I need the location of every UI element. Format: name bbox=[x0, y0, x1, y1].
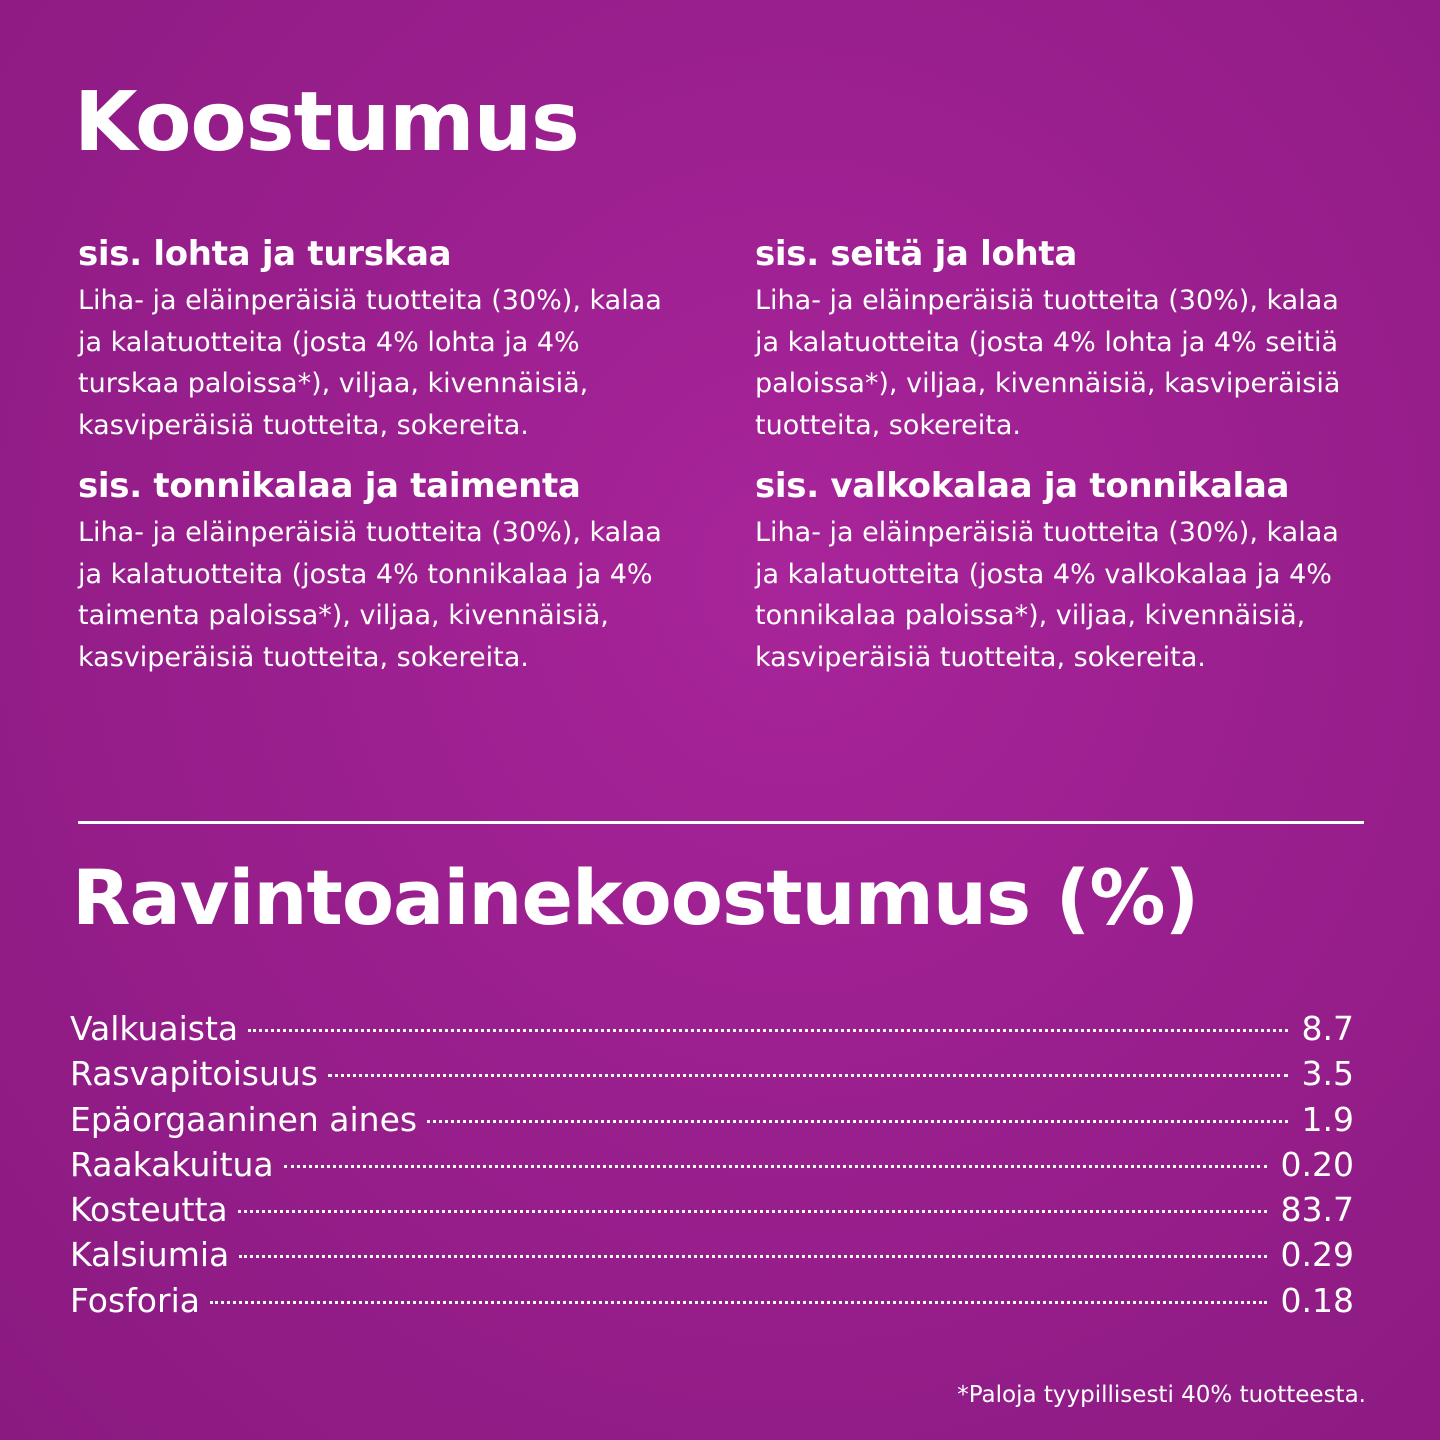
dot-leader bbox=[238, 1210, 1267, 1213]
nutrient-value: 83.7 bbox=[1280, 1190, 1354, 1230]
nutrient-name: Epäorgaaninen aines bbox=[70, 1099, 418, 1139]
nutrient-value: 0.20 bbox=[1280, 1144, 1354, 1184]
dot-leader bbox=[210, 1301, 1267, 1304]
variant-ingredients: Liha- ja eläinperäisiä tuotteita (30%), kalaa ja kalatuotteita (josta 4% valkokalaa ja 4% tonnikalaa paloissa*), viljaa, kivennäisiä, kasviperäisiä tuotteita, sokereita. bbox=[755, 517, 1339, 673]
variant-heading: sis. tonnikalaa ja taimenta bbox=[78, 466, 581, 506]
variant-heading: sis. seitä ja lohta bbox=[755, 234, 1078, 274]
nutrition-title: Ravintoainekoostumus (%) bbox=[72, 853, 1199, 942]
nutrient-name: Raakakuitua bbox=[70, 1144, 274, 1184]
dot-leader bbox=[328, 1074, 1288, 1077]
nutrient-row bbox=[70, 1142, 1354, 1187]
nutrient-value: 0.18 bbox=[1280, 1280, 1354, 1320]
nutrient-row bbox=[70, 1187, 1354, 1232]
composition-title: Koostumus bbox=[74, 75, 579, 170]
nutrient-row bbox=[70, 1051, 1354, 1096]
variant-heading: sis. valkokalaa ja tonnikalaa bbox=[755, 466, 1290, 506]
variant-ingredients: Liha- ja eläinperäisiä tuotteita (30%), kalaa ja kalatuotteita (josta 4% tonnikalaa ja 4% taimenta paloissa*), viljaa, kivennäisiä, kasviperäisiä tuotteita, sokereita. bbox=[78, 517, 662, 673]
nutrient-value: 3.5 bbox=[1301, 1054, 1354, 1094]
nutrient-row bbox=[70, 1232, 1354, 1277]
footnote: *Paloja tyypillisesti 40% tuotteesta. bbox=[957, 1382, 1366, 1408]
nutrient-row bbox=[70, 1006, 1354, 1051]
nutrient-value: 0.29 bbox=[1280, 1235, 1354, 1275]
nutrient-value: 1.9 bbox=[1301, 1099, 1354, 1139]
composition-variant bbox=[755, 464, 1355, 678]
nutrient-name: Kalsiumia bbox=[70, 1235, 230, 1275]
nutrient-name: Kosteutta bbox=[70, 1190, 228, 1230]
composition-variant bbox=[78, 464, 755, 678]
nutrient-name: Rasvapitoisuus bbox=[70, 1054, 318, 1094]
dot-leader bbox=[239, 1255, 1266, 1258]
nutrient-name: Fosforia bbox=[70, 1280, 200, 1320]
composition-variant bbox=[78, 232, 755, 446]
dot-leader bbox=[427, 1120, 1287, 1123]
nutrient-table bbox=[70, 1006, 1354, 1323]
variant-ingredients: Liha- ja eläinperäisiä tuotteita (30%), kalaa ja kalatuotteita (josta 4% lohta ja 4% seitiä paloissa*), viljaa, kivennäisiä, kasviperäisiä tuotteita, sokereita. bbox=[755, 285, 1341, 441]
variant-heading: sis. lohta ja turskaa bbox=[78, 234, 452, 274]
nutrient-row bbox=[70, 1097, 1354, 1142]
composition-variant bbox=[755, 232, 1355, 446]
dot-leader bbox=[284, 1165, 1267, 1168]
nutrient-value: 8.7 bbox=[1301, 1009, 1354, 1048]
dot-leader bbox=[248, 1029, 1287, 1032]
nutrient-name: Valkuaista bbox=[70, 1009, 239, 1048]
section-divider bbox=[78, 821, 1364, 824]
variant-ingredients: Liha- ja eläinperäisiä tuotteita (30%), kalaa ja kalatuotteita (josta 4% lohta ja 4% turskaa paloissa*), viljaa, kivennäisiä, kasviperäisiä tuotteita, sokereita. bbox=[78, 285, 662, 441]
composition-grid bbox=[78, 232, 1368, 678]
nutrient-row bbox=[70, 1278, 1354, 1323]
